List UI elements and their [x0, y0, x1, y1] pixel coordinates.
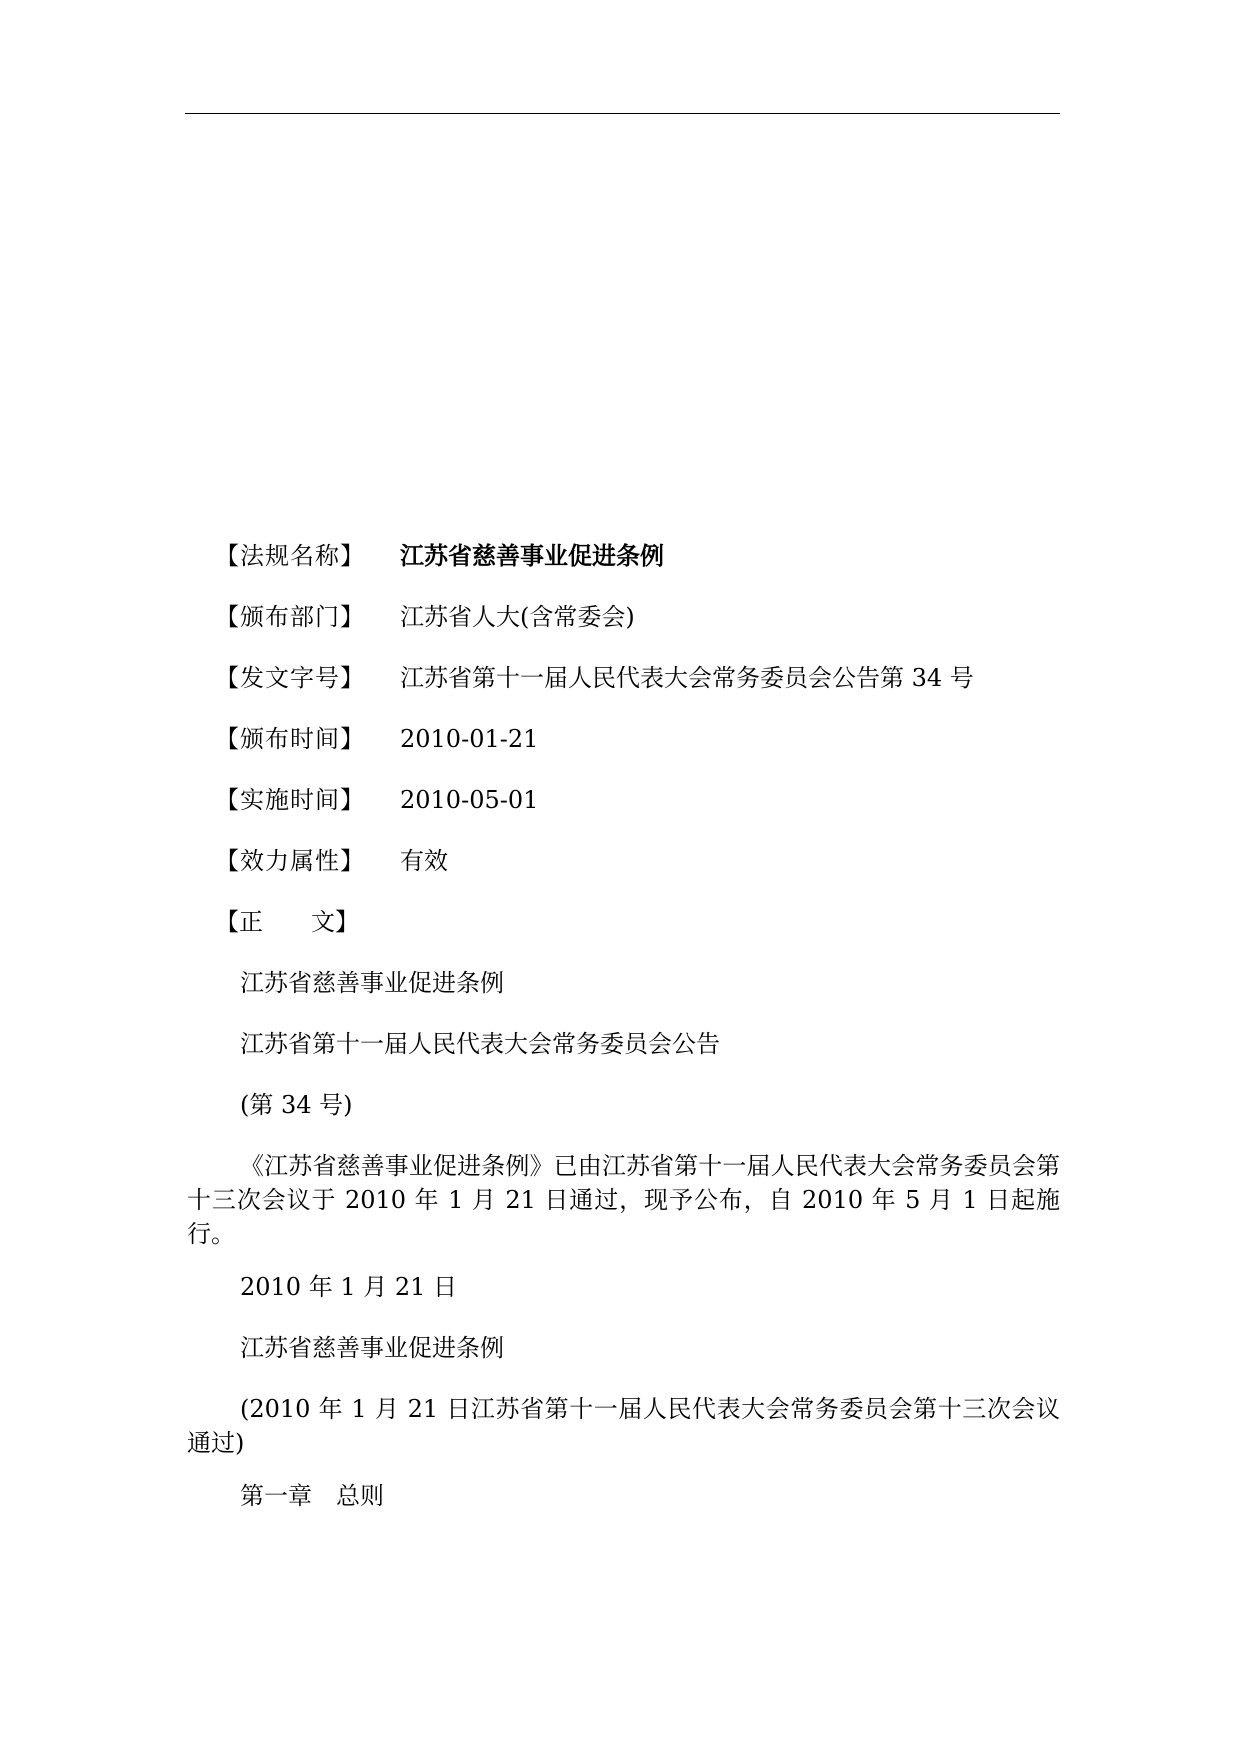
doc-title-repeat: 江苏省慈善事业促进条例	[240, 1334, 504, 1362]
meta-issue-value: 2010-01-21	[400, 725, 539, 753]
meta-title-value: 江苏省慈善事业促进条例	[400, 541, 664, 570]
header-rule	[185, 113, 1060, 114]
meta-docno-row	[215, 661, 974, 695]
chapter-heading: 第一章 总则	[240, 1482, 384, 1510]
meta-effect-label: 【实施时间】	[215, 786, 365, 814]
announcement-number: (第 34 号)	[240, 1091, 353, 1119]
meta-status-value: 有效	[400, 847, 448, 875]
meta-status-label: 【效力属性】	[215, 847, 365, 875]
meta-effect-row	[215, 783, 538, 817]
meta-issue-label: 【颁布时间】	[215, 725, 365, 753]
announcement-title: 江苏省第十一届人民代表大会常务委员会公告	[240, 1030, 720, 1058]
announcement-text: 《江苏省慈善事业促进条例》已由江苏省第十一届人民代表大会常务委员会第十三次会议于 2010 年 1 月 21 日通过，现予公布，自 2010 年 5 月 1 日起施行。	[187, 1152, 1060, 1248]
meta-dept-label: 【颁布部门】	[215, 603, 365, 631]
meta-dept-value: 江苏省人大(含常委会)	[400, 603, 635, 631]
meta-dept-row	[215, 600, 635, 634]
meta-docno-value: 江苏省第十一届人民代表大会常务委员会公告第 34 号	[400, 664, 974, 692]
meta-text-label: 【正 文】	[215, 908, 359, 936]
meta-title-row	[215, 539, 664, 573]
meta-effect-value: 2010-05-01	[400, 786, 539, 814]
meta-text-row	[215, 905, 400, 939]
announcement-date: 2010 年 1 月 21 日	[240, 1273, 458, 1301]
meta-status-row	[215, 844, 448, 878]
meta-title-label: 【法规名称】	[215, 542, 365, 570]
adoption-note: (2010 年 1 月 21 日江苏省第十一届人民代表大会常务委员会第十三次会议通过)	[187, 1395, 1060, 1457]
doc-title: 江苏省慈善事业促进条例	[240, 969, 504, 997]
meta-docno-label: 【发文字号】	[215, 664, 365, 692]
meta-issue-row	[215, 722, 538, 756]
